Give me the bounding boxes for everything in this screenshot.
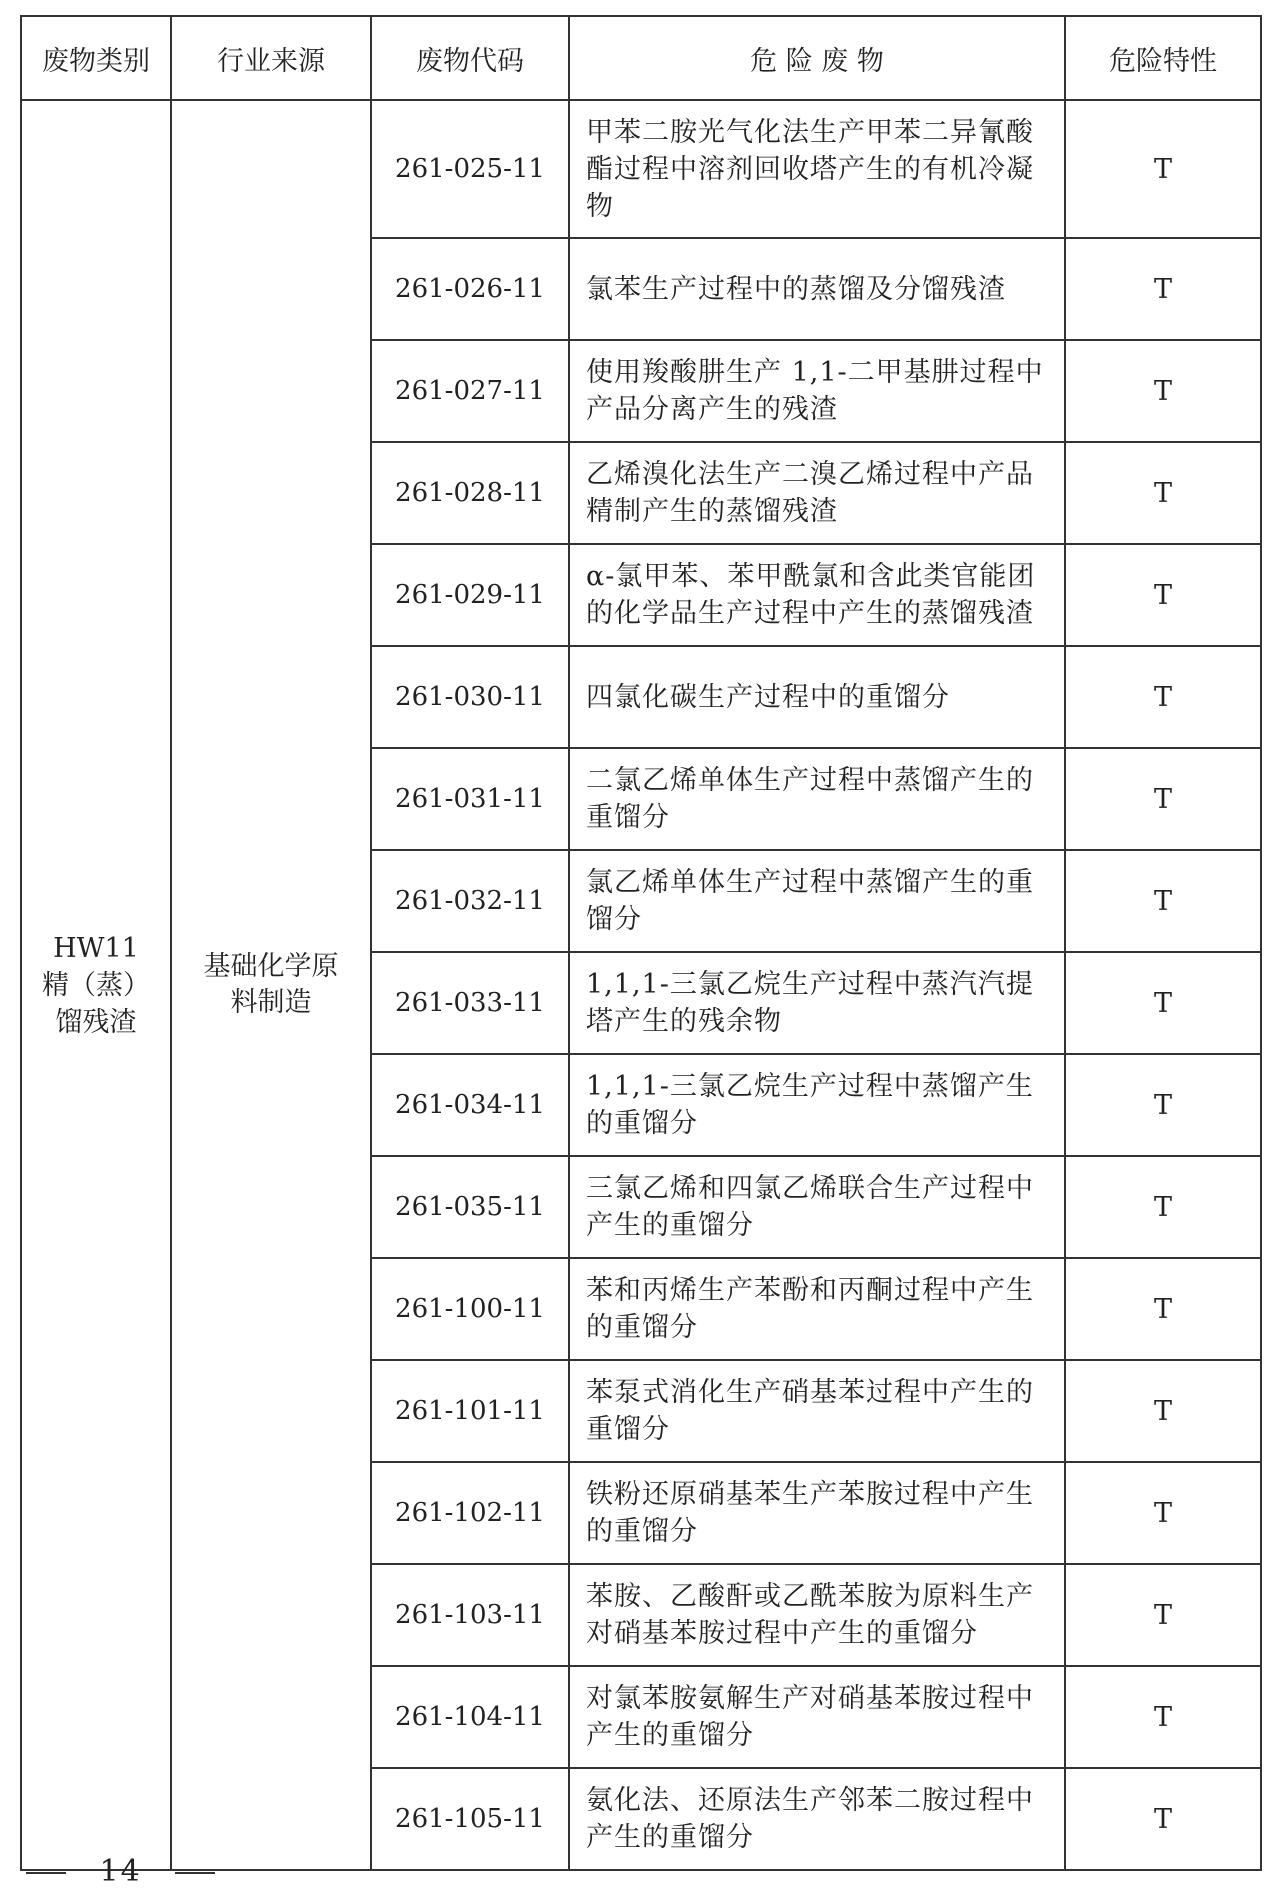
hazard-characteristic: T — [1065, 850, 1261, 952]
waste-description: 氯苯生产过程中的蒸馏及分馏残渣 — [569, 238, 1065, 340]
page-number: 14 — [99, 1854, 142, 1889]
hazardous-waste-table — [20, 15, 1262, 1871]
hazard-characteristic: T — [1065, 1360, 1261, 1462]
hazard-characteristic: T — [1065, 1564, 1261, 1666]
hazard-characteristic: T — [1065, 544, 1261, 646]
waste-description: 苯泵式消化生产硝基苯过程中产生的重馏分 — [569, 1360, 1065, 1462]
waste-description: 乙烯溴化法生产二溴乙烯过程中产品精制产生的蒸馏残渣 — [569, 442, 1065, 544]
waste-code: 261-100-11 — [371, 1258, 569, 1360]
header-code: 废物代码 — [371, 16, 569, 100]
category-line: HW11 — [53, 932, 139, 964]
table-body — [21, 100, 1261, 1870]
source-line: 料制造 — [230, 987, 312, 1018]
waste-description: 1,1,1-三氯乙烷生产过程中蒸汽汽提塔产生的残余物 — [569, 952, 1065, 1054]
waste-description: 四氯化碳生产过程中的重馏分 — [569, 646, 1065, 748]
waste-code: 261-028-11 — [371, 442, 569, 544]
waste-code: 261-105-11 — [371, 1768, 569, 1870]
source-line: 基础化学原 — [203, 951, 339, 982]
waste-code: 261-025-11 — [371, 100, 569, 238]
hazard-characteristic: T — [1065, 340, 1261, 442]
waste-description: 1,1,1-三氯乙烷生产过程中蒸馏产生的重馏分 — [569, 1054, 1065, 1156]
hazard-characteristic: T — [1065, 646, 1261, 748]
waste-code: 261-026-11 — [371, 238, 569, 340]
category-line: 馏残渣 — [55, 1006, 137, 1038]
waste-code: 261-035-11 — [371, 1156, 569, 1258]
hazard-characteristic: T — [1065, 1258, 1261, 1360]
table-header-row — [21, 16, 1261, 100]
header-waste: 危 险 废 物 — [569, 16, 1065, 100]
waste-code: 261-032-11 — [371, 850, 569, 952]
waste-description: 铁粉还原硝基苯生产苯胺过程中产生的重馏分 — [569, 1462, 1065, 1564]
category-line: 精（蒸） — [42, 969, 150, 1001]
waste-description: 对氯苯胺氨解生产对硝基苯胺过程中产生的重馏分 — [569, 1666, 1065, 1768]
waste-code: 261-103-11 — [371, 1564, 569, 1666]
hazard-characteristic: T — [1065, 1768, 1261, 1870]
waste-code: 261-031-11 — [371, 748, 569, 850]
hazard-characteristic: T — [1065, 1666, 1261, 1768]
footer-dash-left — [26, 1872, 66, 1874]
waste-code: 261-034-11 — [371, 1054, 569, 1156]
hazard-characteristic: T — [1065, 1054, 1261, 1156]
hazard-characteristic: T — [1065, 1156, 1261, 1258]
page-footer — [26, 1854, 215, 1889]
header-characteristic: 危险特性 — [1065, 16, 1261, 100]
waste-code: 261-030-11 — [371, 646, 569, 748]
waste-description: 甲苯二胺光气化法生产甲苯二异氰酸酯过程中溶剂回收塔产生的有机冷凝物 — [569, 100, 1065, 238]
header-category: 废物类别 — [21, 16, 171, 100]
waste-code: 261-101-11 — [371, 1360, 569, 1462]
hazard-characteristic: T — [1065, 238, 1261, 340]
table-row — [21, 100, 1261, 238]
industry-source-cell — [171, 100, 371, 1870]
waste-category-cell — [21, 100, 171, 1870]
waste-description: 氨化法、还原法生产邻苯二胺过程中产生的重馏分 — [569, 1768, 1065, 1870]
hazard-characteristic: T — [1065, 442, 1261, 544]
waste-description: 氯乙烯单体生产过程中蒸馏产生的重馏分 — [569, 850, 1065, 952]
waste-code: 261-104-11 — [371, 1666, 569, 1768]
hazard-characteristic: T — [1065, 748, 1261, 850]
footer-dash-right — [175, 1872, 215, 1874]
hazard-characteristic: T — [1065, 1462, 1261, 1564]
waste-description: 三氯乙烯和四氯乙烯联合生产过程中产生的重馏分 — [569, 1156, 1065, 1258]
waste-description: α-氯甲苯、苯甲酰氯和含此类官能团的化学品生产过程中产生的蒸馏残渣 — [569, 544, 1065, 646]
header-source: 行业来源 — [171, 16, 371, 100]
waste-code: 261-102-11 — [371, 1462, 569, 1564]
hazard-characteristic: T — [1065, 952, 1261, 1054]
waste-description: 苯胺、乙酸酐或乙酰苯胺为原料生产对硝基苯胺过程中产生的重馏分 — [569, 1564, 1065, 1666]
waste-code: 261-033-11 — [371, 952, 569, 1054]
waste-code: 261-029-11 — [371, 544, 569, 646]
waste-description: 苯和丙烯生产苯酚和丙酮过程中产生的重馏分 — [569, 1258, 1065, 1360]
waste-code: 261-027-11 — [371, 340, 569, 442]
waste-description: 二氯乙烯单体生产过程中蒸馏产生的重馏分 — [569, 748, 1065, 850]
waste-description: 使用羧酸肼生产 1,1-二甲基肼过程中产品分离产生的残渣 — [569, 340, 1065, 442]
hazard-characteristic: T — [1065, 100, 1261, 238]
